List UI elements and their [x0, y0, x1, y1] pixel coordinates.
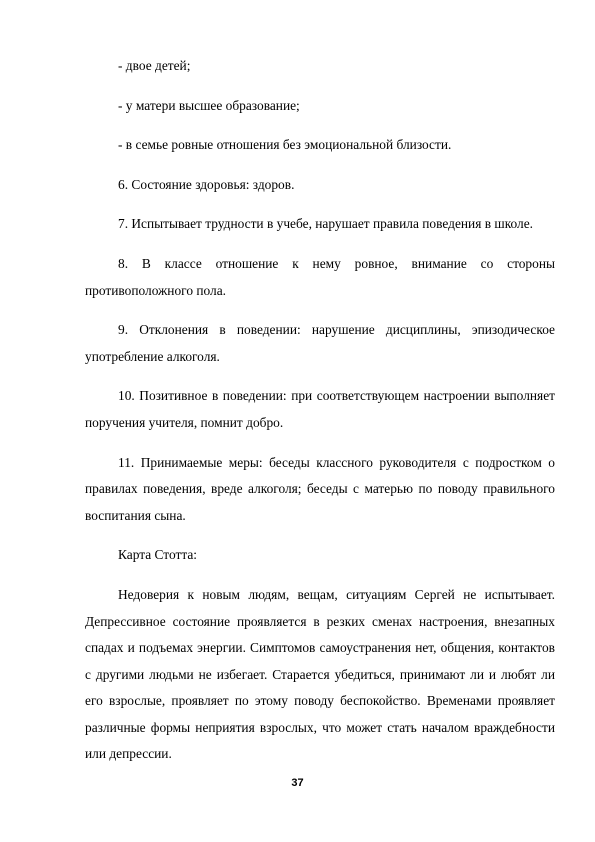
paragraph-measures-taken: 11. Принимаемые меры: беседы классного руководителя с подростком о правилах поведения, вреде алкоголя; беседы с матерью по поводу правильного воспитания сына. — [85, 454, 555, 523]
paragraph-behavior-deviations: 9. Отклонения в поведении: нарушение дисциплины, эпизодическое употребление алкоголя. — [85, 322, 555, 364]
paragraph-class-attitude: 8. В классе отношение к нему ровное, внимание со стороны противоположного пола. — [85, 255, 555, 298]
document-body — [85, 53, 555, 768]
paragraph-mother-education: - у матери высшее образование; — [118, 97, 300, 113]
paragraph-family-relations: - в семье ровные отношения без эмоциональной близости. — [118, 137, 452, 153]
paragraph-study-difficulties: 7. Испытывает трудности в учебе, нарушает правила поведения в школе. — [118, 216, 534, 232]
paragraph-stott-map-heading: Карта Стотта: — [118, 547, 198, 563]
paragraph-stott-map-description: Недоверия к новым людям, вещам, ситуациям Сергей не испытывает. Депрессивное состояние проявляется в резких сменах настроения, внезапных спадах и подъемах энергии. Симптомов самоустранения нет, общения, контактов с другими людьми не избегает. Старается убедиться, принимают ли и любят ли его взрослые, проявляет по этому поводу беспокойство. Временами проявляет различные формы неприятия взрослых, что может стать началом враждебности или депрессии. — [85, 586, 555, 762]
paragraph-health: 6. Состояние здоровья: здоров. — [118, 176, 295, 192]
page-number: 37 — [291, 777, 304, 789]
paragraph-children: - двое детей; — [118, 58, 191, 73]
paragraph-positive-behavior: 10. Позитивное в поведении: при соответствующем настроении выполняет поручения учителя, помнит добро. — [85, 388, 555, 430]
